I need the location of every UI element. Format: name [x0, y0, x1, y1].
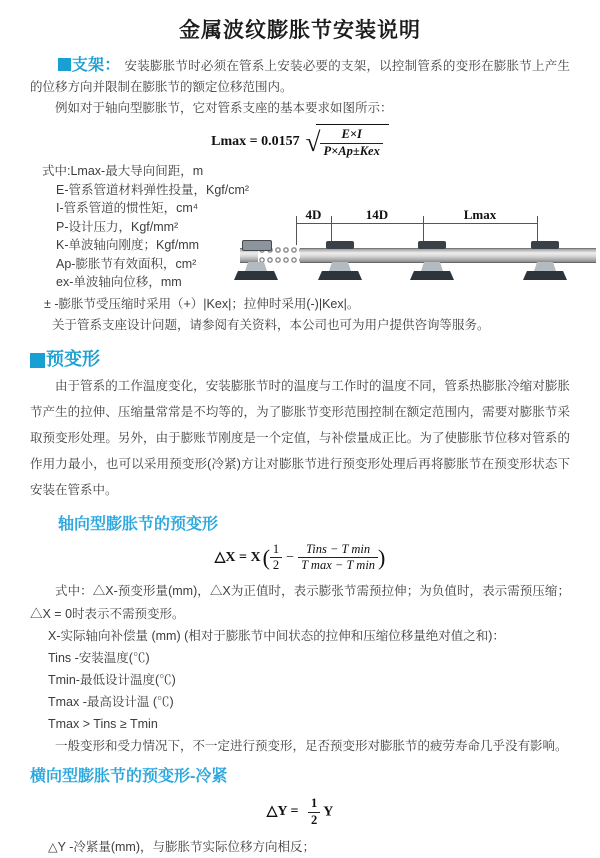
- var-line: K-单波轴向刚度；Kgf/mm: [56, 238, 200, 253]
- support-clamp: [326, 241, 354, 249]
- page-title: 金属波纹膨胀节安装说明: [179, 19, 421, 42]
- var-line: Ap-膨胀节有效面积，cm²: [56, 256, 197, 271]
- support-example-line: 例如对于轴向型膨胀节，它对管系支座的基本要求如图所示：: [55, 101, 393, 115]
- temperature-inequality-line: Tmax > Tins ≥ Tmin: [48, 717, 158, 731]
- minus-operator: −: [286, 549, 295, 565]
- document-page: [0, 14, 600, 858]
- support-pedestal: [534, 262, 556, 271]
- support-clamp: [531, 241, 559, 249]
- support-spacing-diagram: [240, 207, 596, 302]
- fraction: [320, 127, 382, 159]
- support-pedestal: [245, 262, 267, 271]
- fraction-numerator: Tins − T min: [298, 542, 378, 559]
- predeform-section-heading: [30, 345, 570, 371]
- half-fraction: [308, 796, 320, 828]
- axial-formula-explanation: 式中：△X-预变形量(mm)，△X为正值时，表示膨张节需预拉伸；为负值时，表示需预压缩；△X = 0时表示不需预变形。: [30, 584, 570, 621]
- vars-intro-line: 式中:Lmax-最大导向间距，m: [42, 164, 204, 179]
- support-clamp: [242, 240, 272, 251]
- radical-content: [316, 124, 388, 159]
- formula-lhs: △Y =: [266, 804, 299, 820]
- formula-lhs: Lmax = 0.0157: [211, 133, 300, 149]
- half-fraction: [270, 542, 282, 574]
- support-pedestal: [421, 262, 443, 271]
- var-line: E-管系管道材料弹性投量，Kgf/cm²: [56, 182, 250, 197]
- axial-subsection-heading: 轴向型膨胀节的预变形: [58, 515, 219, 533]
- blue-square-icon: [30, 353, 45, 368]
- fraction-denominator: 2: [310, 812, 318, 827]
- dimension-label-14d: 14D: [365, 207, 389, 222]
- support-closing-line: 关于管系支座设计问题，请参阅有关资料，本公司也可为用户提供咨询等服务。: [52, 317, 490, 332]
- formula-lhs: △X = X: [214, 550, 261, 566]
- tmin-line: Tmin-最低设计温度(℃): [48, 673, 176, 687]
- pipe-support: [318, 241, 362, 281]
- support-clamp: [418, 241, 446, 249]
- predeform-paragraph: 由于管系的工作温度变化，安装膨胀节时的温度与工作时的温度不同，管系热膨胀冷缩对膨胀节产生的拉伸、压缩量常常是不均等的，为了膨胀节变形范围控制在额定范围内，需要对膨胀节采取预变形处理。另外，由于膨账节刚度是一个定值，与补偿量成正比。为了使膨胀节位移对管系的作用力最小，也可以采用预变形(冷紧)方让对膨胀节进行预变形处理后再将膨胀节在预变形状态下安装在管系中。: [30, 378, 570, 497]
- fraction-denominator: T max − T min: [301, 558, 376, 573]
- x-definition-line: X-实际轴向补偿量 (mm) (相对于膨胀节中间状态的拉伸和压缩位移量绝对值之和)：: [48, 629, 505, 643]
- support-base: [410, 271, 454, 280]
- fraction-denominator: P×Ap±Kex: [323, 143, 380, 158]
- var-line: ex-单波轴向位移，mm: [56, 275, 182, 290]
- support-section-heading: 支架：: [71, 57, 121, 74]
- dimension-label-4d: 4D: [305, 207, 322, 222]
- temperature-fraction: [298, 542, 378, 574]
- blue-square-icon: [58, 58, 71, 71]
- dimension-label-lmax: Lmax: [463, 207, 497, 222]
- open-paren: (: [262, 544, 270, 570]
- fraction-numerator: 1: [270, 542, 282, 559]
- pipe-anchor-support: [234, 241, 278, 281]
- support-paragraph: [30, 55, 570, 98]
- lateral-subsection-heading: 横向型膨胀节的预变形-冷紧: [30, 768, 228, 785]
- support-base: [318, 271, 362, 280]
- pipe-support: [523, 241, 567, 281]
- support-pedestal: [329, 262, 351, 271]
- close-paren: ): [378, 544, 386, 570]
- fraction-numerator: 1: [308, 796, 320, 813]
- radical-sign: √: [305, 127, 321, 158]
- fraction-numerator: E×I: [320, 127, 382, 144]
- fraction-denominator: 2: [272, 558, 280, 573]
- axial-predeform-formula: [30, 542, 570, 574]
- var-line: P-设计压力，Kgf/mm²: [56, 219, 179, 234]
- lateral-note-line: △Y -冷紧量(mm)，与膨胀节实际位移方向相反；: [48, 840, 316, 855]
- formula-rhs: Y: [323, 804, 334, 820]
- var-line: I-管系管道的惯性矩，cm⁴: [56, 201, 199, 216]
- tins-line: Tins -安装温度(℃): [48, 651, 150, 665]
- tmax-line: Tmax -最高设计温 (℃): [48, 695, 174, 709]
- pipe-support: [410, 241, 454, 281]
- lateral-predeform-formula: [30, 796, 570, 828]
- dimension-line: [296, 223, 537, 224]
- support-base: [234, 271, 278, 280]
- lmax-formula: [30, 124, 570, 159]
- axial-note-line: 一般变形和受力情况下，不一定进行预变形，足否预变形对膨胀节的疲劳寿命几乎没有影响。: [55, 739, 568, 753]
- support-base: [523, 271, 567, 280]
- predeform-heading-label: 预变形: [46, 348, 100, 369]
- plus-minus-line: ± -膨胀节受压缩时采用（+）|Kex|；拉伸时采用(-)|Kex|。: [44, 296, 360, 311]
- support-intro-text: 安装膨胀节时必须在管系上安装必要的支架，以控制管系的变形在膨胀节上产生的位移方向并限制在膨胀节的额定位移范围内。: [30, 59, 570, 94]
